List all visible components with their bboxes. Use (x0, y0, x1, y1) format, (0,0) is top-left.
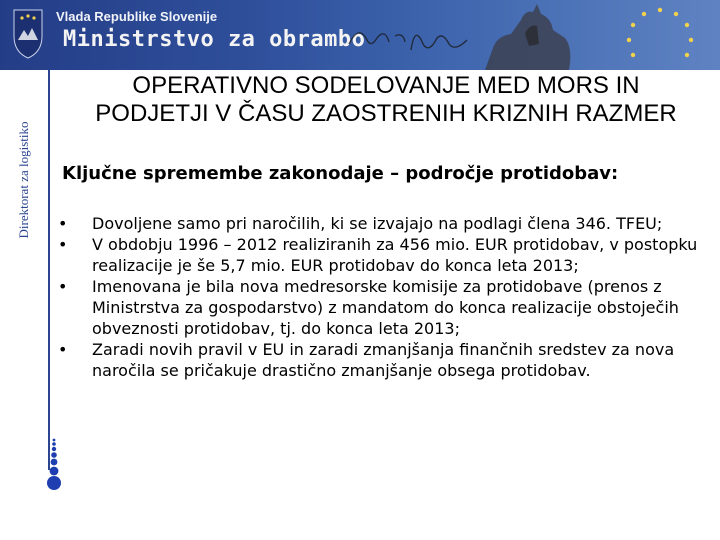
list-item (58, 276, 698, 339)
coat-of-arms-icon (8, 6, 48, 62)
slide-subtitle: Ključne spremembe zakonodaje – področje protidobav: (62, 163, 619, 184)
list-item (58, 213, 698, 234)
title-line-1: OPERATIVNO SODELOVANJE MED MORS IN (132, 72, 640, 99)
bullet-text: Dovoljene samo pri naročilih, ki se izvajajo na podlagi člena 346. TFEU; (92, 214, 663, 233)
bullet-marker: • (58, 340, 68, 359)
bullet-marker: • (58, 235, 68, 254)
slide-title (60, 72, 712, 128)
government-label: Vlada Republike Slovenije (56, 9, 218, 24)
sidebar-divider (48, 70, 50, 470)
bullet-text: Imenovana je bila nova medresorske komisije za protidobave (prenos z Ministrstva za gospodarstvo) z mandatom do konca realizacije obstoječih obveznosti protidobav, tj. do konca leta 2013; (92, 277, 679, 338)
bullet-marker: • (58, 277, 68, 296)
bullet-text: Zaradi novih pravil v EU in zaradi zmanjšanja finančnih sredstev za nova naročila se pričakuje drastično zmanjšanje obsega protidobav. (92, 340, 675, 380)
title-line-2: PODJETJI V ČASU ZAOSTRENIH KRIZNIH RAZMER (95, 100, 677, 127)
decorative-dots-icon (43, 438, 69, 498)
bullet-list (58, 213, 698, 381)
ministry-title: Ministrstvo za obrambo (63, 27, 366, 52)
directorate-label: Direktorat za logistiko (16, 121, 31, 239)
list-item (58, 234, 698, 276)
header-banner (0, 0, 720, 70)
eu-stars-icon (600, 2, 720, 68)
equestrian-statue-image (455, 0, 595, 70)
list-item (58, 339, 698, 381)
bullet-text: V obdobju 1996 – 2012 realiziranih za 456 mio. EUR protidobav, v postopku realizacije je še 5,7 mio. EUR protidobav do konca leta 2013; (92, 235, 698, 275)
bullet-marker: • (58, 214, 68, 233)
